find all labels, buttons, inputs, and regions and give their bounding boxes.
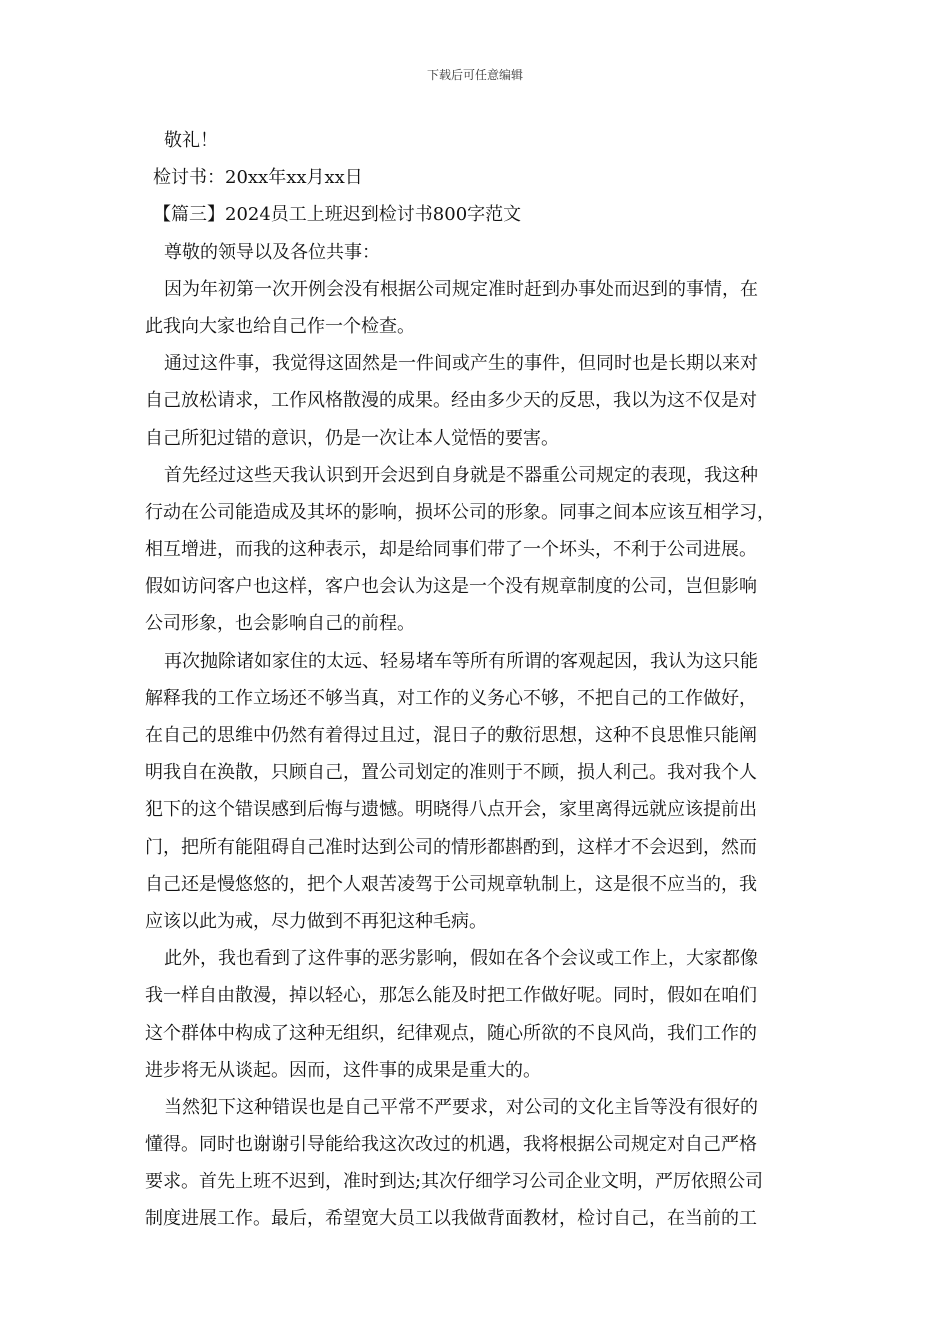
paragraph-4-line-5: 犯下的这个错误感到后悔与遗憾。明晓得八点开会，家里离得远就应该提前出 [145, 799, 757, 821]
paragraph-5-line-2: 我一样自由散漫，掉以轻心，那怎么能及时把工作做好呢。同时，假如在咱们 [145, 985, 757, 1007]
paragraph-2-line-1: 通过这件事，我觉得这固然是一件间或产生的事件，但同时也是长期以来对 [164, 353, 758, 375]
paragraph-4-line-7: 自己还是慢悠悠的，把个人艰苦凌驾于公司规章轨制上，这是很不应当的，我 [145, 873, 757, 895]
paragraph-3-line-1: 首先经过这些天我认识到开会迟到自身就是不器重公司规定的表现，我这种 [164, 464, 758, 486]
paragraph-5-line-4: 进步将无从谈起。因而，这件事的成果是重大的。 [145, 1059, 541, 1081]
paragraph-5-line-3: 这个群体中构成了这种无组织，纪律观点，随心所欲的不良风尚，我们工作的 [145, 1022, 757, 1044]
paragraph-2-line-3: 自己所犯过错的意识，仍是一次让本人觉悟的要害。 [145, 427, 559, 449]
paragraph-6-line-3: 要求。首先上班不迟到，准时到达;其次仔细学习公司企业文明，严厉依照公司 [145, 1171, 764, 1193]
paragraph-1-line-1: 因为年初第一次开例会没有根据公司规定准时赶到办事处而迟到的事情，在 [164, 278, 758, 300]
salute-line: 敬礼！ [164, 130, 218, 151]
paragraph-3-line-4: 假如访问客户也这样，客户也会认为这是一个没有规章制度的公司，岂但影响 [145, 576, 757, 598]
paragraph-4-line-4: 明我自在涣散，只顾自己，置公司划定的准则于不顾，损人利己。我对我个人 [145, 762, 757, 784]
paragraph-4-line-8: 应该以此为戒，尽力做到不再犯这种毛病。 [145, 910, 487, 932]
paragraph-5-line-1: 此外，我也看到了这件事的恶劣影响，假如在各个会议或工作上，大家都像 [164, 948, 758, 970]
document-body [145, 122, 809, 1238]
paragraph-4-line-3: 在自己的思维中仍然有着得过且过，混日子的敷衍思想，这种不良思惟只能阐 [145, 725, 757, 746]
paragraphs-container [145, 271, 809, 1238]
signature-date-line: 检讨书：20xx年xx月xx日 [153, 167, 363, 189]
paragraph-6-line-1: 当然犯下这种错误也是自己平常不严要求，对公司的文化主旨等没有很好的 [164, 1096, 758, 1118]
paragraph-3-line-3: 相互增进，而我的这种表示，却是给同事们带了一个坏头，不利于公司进展。 [145, 539, 757, 561]
paragraph-3-line-2: 行动在公司能造成及其坏的影响，损坏公司的形象。同事之间本应该互相学习， [145, 501, 775, 523]
paragraph-3-line-5: 公司形象，也会影响自己的前程。 [145, 613, 415, 635]
page-header: 下载后可任意编辑 [426, 68, 523, 82]
paragraph-2-line-2: 自己放松请求，工作风格散漫的成果。经由多少天的反思，我以为这不仅是对 [145, 390, 757, 412]
paragraph-6-line-2: 懂得。同时也谢谢引导能给我这次改过的机遇，我将根据公司规定对自己严格 [145, 1134, 757, 1156]
paragraph-1-line-2: 此我向大家也给自己作一个检查。 [145, 315, 415, 337]
section-title: 【篇三】2024员工上班迟到检讨书800字范文 [153, 204, 522, 226]
paragraph-4-line-1: 再次抛除诸如家住的太远、轻易堵车等所有所谓的客观起因，我认为这只能 [164, 650, 758, 672]
paragraph-4-line-2: 解释我的工作立场还不够当真，对工作的义务心不够，不把自己的工作做好， [145, 687, 757, 709]
paragraph-6-line-4: 制度进展工作。最后，希望宽大员工以我做背面教材，检讨自己，在当前的工 [145, 1208, 757, 1230]
greeting-line: 尊敬的领导以及各位共事： [164, 241, 380, 263]
paragraph-4-line-6: 门，把所有能阻碍自己准时达到公司的情形都斟酌到，这样才不会迟到，然而 [145, 836, 757, 858]
